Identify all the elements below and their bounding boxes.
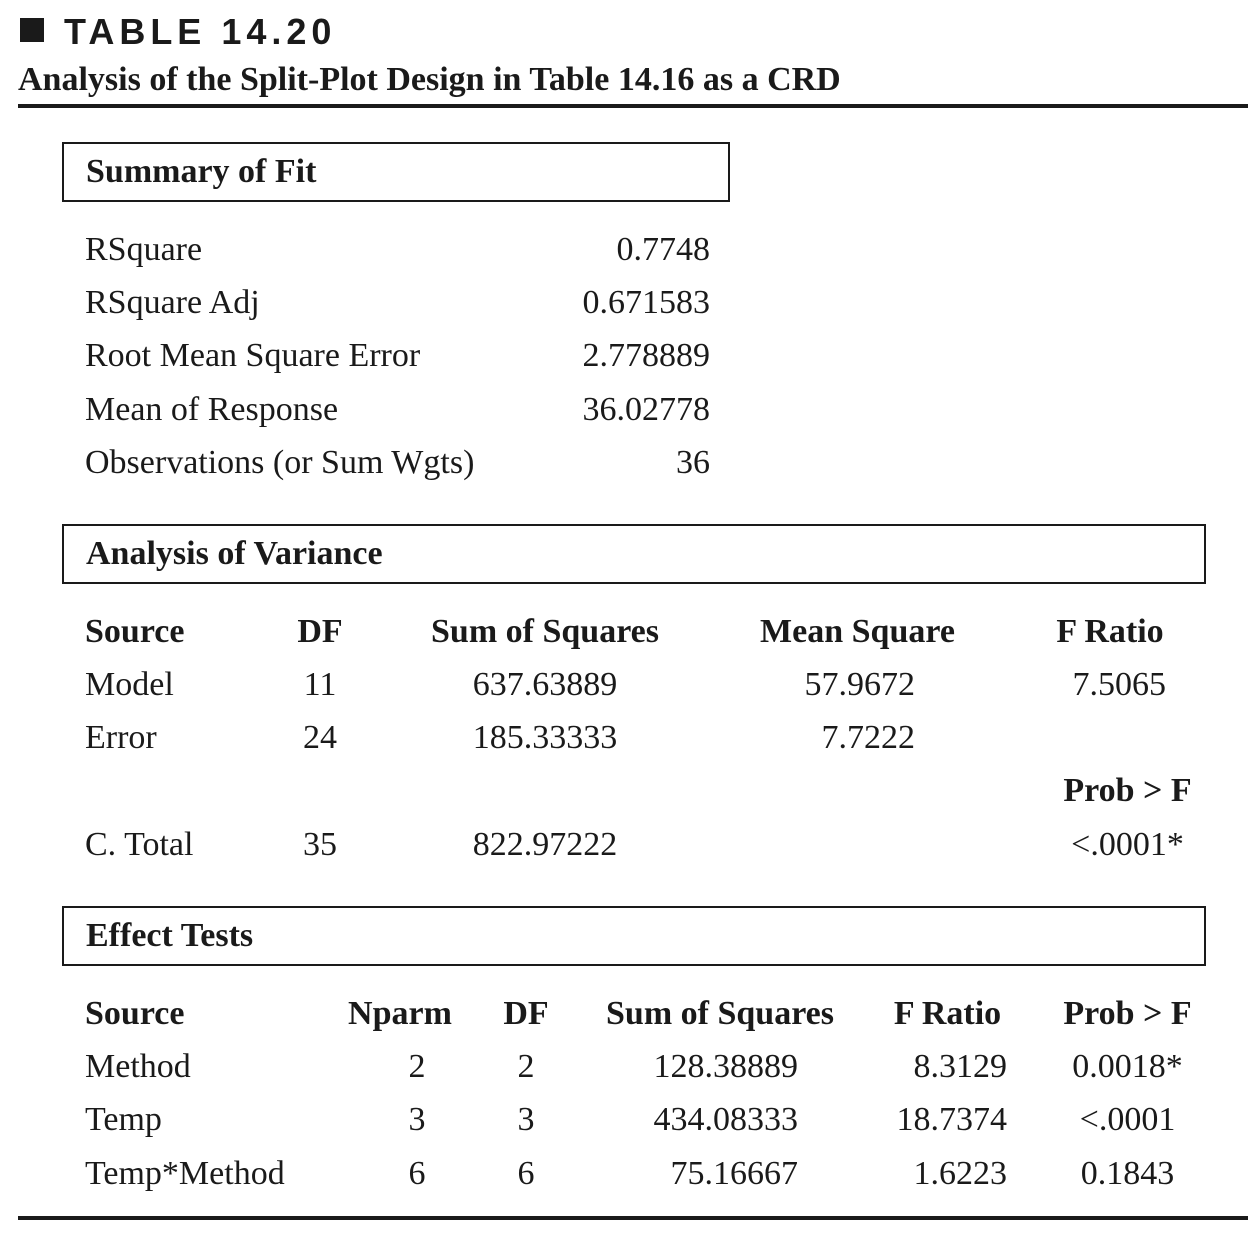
anova-title: Analysis of Variance [86,535,383,572]
effect-ss: 434.08333 [653,1101,798,1138]
effect-header-nparm: Nparm [348,995,452,1032]
anova-ss: 822.97222 [472,826,618,863]
anova-df: 24 [303,719,337,756]
fit-label: Observations (or Sum Wgts) [85,444,475,481]
fit-value: 36 [676,444,710,481]
effect-f: 8.3129 [913,1048,1007,1085]
anova-ms: 57.9672 [804,666,915,703]
fit-label: RSquare [85,231,203,268]
anova-column-headers [0,610,1248,654]
anova-prob: <.0001* [1071,826,1184,863]
effect-row-temp [0,1098,1248,1142]
anova-row-total [0,823,1248,867]
effect-nparm: 2 [408,1048,426,1085]
anova-header-ss: Sum of Squares [431,613,659,650]
anova-source: C. Total [85,826,194,863]
effect-nparm: 6 [408,1155,426,1192]
effect-header-df: DF [503,995,549,1032]
table-label [20,10,336,54]
anova-prob-header-row [0,769,1248,813]
effect-prob: 0.1843 [1080,1155,1175,1192]
effect-tests-header [62,906,1206,966]
effect-df: 3 [517,1101,535,1138]
effect-prob: 0.0018* [1072,1048,1183,1085]
fit-value: 0.671583 [582,284,710,321]
fit-row-rmse [0,334,1248,378]
fit-label: RSquare Adj [85,284,260,321]
effect-nparm: 3 [408,1101,426,1138]
effect-df: 6 [517,1155,535,1192]
fit-row-mean-response [0,388,1248,432]
fit-value: 2.778889 [582,337,710,374]
table-number: TABLE 14.20 [64,11,337,52]
anova-ss: 185.33333 [472,719,618,756]
anova-header-ms: Mean Square [760,613,955,650]
effect-source: Temp*Method [85,1155,285,1192]
effect-prob: <.0001 [1079,1101,1176,1138]
summary-of-fit-header [62,142,730,202]
summary-of-fit-title: Summary of Fit [86,153,317,190]
anova-header-prob: Prob > F [1063,772,1192,809]
fit-label: Root Mean Square Error [85,337,421,374]
effect-tests-title: Effect Tests [86,917,254,954]
anova-header-source: Source [85,613,185,650]
anova-source: Error [85,719,157,756]
anova-header-f: F Ratio [1056,613,1164,650]
fit-value: 0.7748 [616,231,710,268]
fit-value: 36.02778 [582,391,710,428]
square-bullet-icon [20,18,44,42]
effect-df: 2 [517,1048,535,1085]
fit-row-rsquare-adj [0,281,1248,325]
effect-source: Temp [85,1101,162,1138]
bottom-rule [18,1216,1248,1220]
anova-row-model [0,663,1248,707]
effect-column-headers [0,992,1248,1036]
anova-row-error [0,716,1248,760]
anova-header-df: DF [297,613,343,650]
anova-ss: 637.63889 [472,666,618,703]
effect-header-f: F Ratio [893,995,1002,1032]
effect-row-method [0,1045,1248,1089]
effect-header-prob: Prob > F [1063,995,1192,1032]
effect-row-temp-method [0,1152,1248,1196]
anova-f: 7.5065 [1072,666,1166,703]
anova-df: 35 [303,826,337,863]
effect-ss: 75.16667 [670,1155,798,1192]
table-caption: Analysis of the Split-Plot Design in Table 14.16 as a CRD [18,61,841,98]
effect-header-source: Source [85,995,185,1032]
effect-header-ss: Sum of Squares [606,995,834,1032]
effect-f: 18.7374 [896,1101,1007,1138]
effect-source: Method [85,1048,191,1085]
fit-row-observations [0,441,1248,485]
anova-source: Model [85,666,174,703]
effect-ss: 128.38889 [653,1048,798,1085]
top-rule [18,104,1248,108]
fit-label: Mean of Response [85,391,339,428]
effect-f: 1.6223 [913,1155,1007,1192]
anova-ms: 7.7222 [821,719,915,756]
anova-df: 11 [303,666,337,703]
fit-row-rsquare [0,228,1248,272]
anova-header [62,524,1206,584]
